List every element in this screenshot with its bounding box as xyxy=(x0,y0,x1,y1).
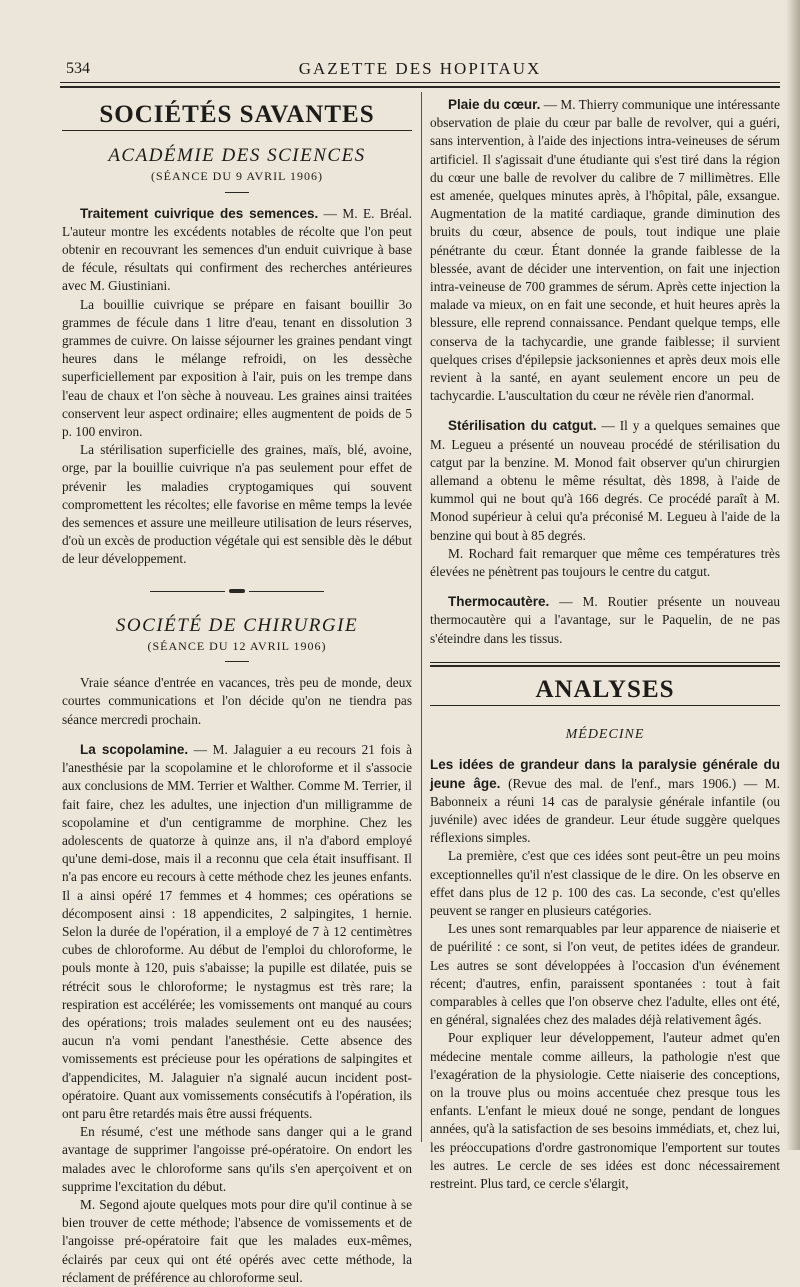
article-text: — Il y a quelques semaines que M. Legueu a présenté un nouveau procédé de stérilisation du catgut par la benzine. M. Monod fait observer qu'un chirurgien allemand a obtenu le même résultat, dès 1898, à l'aide de kummol qui ne bout qu'à 166 degrés. Ce procédé paraît à M. Monod supérieur à celui qu'a préconisé M. Legueu à l'aide de la benzine qui bout à 85 degrés. xyxy=(430,418,780,543)
article-text: — M. Routier présente un nouveau thermocautère qui a l'avantage, sur le Paquelin, de ne pas s'éteindre dans les tissus. xyxy=(430,594,780,646)
article-paragraph: Pour expliquer leur développement, l'auteur admet qu'en médecine mentale comme ailleurs, la pathologie n'est que l'exagération de la physiologie. Cette niaiserie des conceptions, on la trouve plus ou moins accentuée chez presque tous les enfants. L'enfant le mieux doué ne songe, pendant de longues années, qu'à la satisfaction de ses besoins immédiats, et, chez lui, les préoccupations d'ordre gastronomique l'emportent sur toutes les autres. Le cercle de ses idées est donc nécessairement restreint. Plus tard, ce cercle s'élargit, xyxy=(430,1030,780,1191)
article-text: — M. E. Bréal. L'auteur montre les excédents notables de récolte que l'on peut obtenir en recouvrant les semences d'un enduit cuivrique à base de fécule, résultats qui confirment des recherches antérieures avec M. Giustiniani. xyxy=(62,205,412,294)
article-paragraph: Les unes sont remarquables par leur apparence de niaiserie et de puérilité : ce sont, si l'on veut, de petites idées de grandeur. Les autres se sont développées à l'occasion d'un événement récent; d'autres, enfin, paraissent spontanées : tout à fait comparables à celles que l'on observe chez l'adulte, elles ont été, en général, signalées chez des malades déjà relativement âgés. xyxy=(430,921,780,1028)
header-rule-thick xyxy=(60,86,780,88)
left-column xyxy=(62,96,412,1287)
article-heading: Les idées de grandeur dans la paralysie générale du jeune âge. xyxy=(430,757,780,791)
article-heading: La scopolamine. xyxy=(80,741,189,757)
article-paragraph xyxy=(430,417,780,544)
article-paragraph xyxy=(430,96,780,405)
article-text: — M. Jalaguier a eu recours 21 fois à l'anesthésie par la scopolamine et le chloroforme et il s'associe aux conclusions de MM. Terrier et Walther. Comme M. Terrier, il fait faire, chez les adultes, une injection d'un milligramme de scopolamine et d'un centigramme de morphine. Chez les adolescents de quatorze à quinze ans, il n'a d'abord employé qu'une demi-dose, mais il a reconnu que cela était insuffisant. Il n'a pas encore eu recours à cette méthode chez les jeunes enfants. Il a ainsi opéré 17 femmes et 4 hommes; ces opérations se décomposent ainsi : 18 appendicites, 2 salpingites, 1 hernie. Selon la durée de l'opération, il a employé de 7 à 12 centimètres cubes de chloroforme. Au début de l'emploi du chloroforme, le pouls monte à 120, puis s'abaisse; la pupille est dilatée, puis se rétrécit sous le chloroforme; le nystagmus est très rare; la respiration est accélérée; les vomissements ont manqué au cours des opérations; trois malades seulement ont eu des nausées; aucun n'a vomi pendant l'anesthésie. Cette absence des vomissements est précieuse pour les opérations de salpingites et d'appendicites, M. Jalaguier n'a signalé aucun incident post-opératoire. Quant aux vomissements consécutifs à l'opération, ils ont paru être retardés mais être aussi fréquents. xyxy=(62,741,412,1121)
page-header xyxy=(60,58,780,80)
column-divider xyxy=(421,92,422,1142)
article-paragraph xyxy=(62,205,412,296)
article-heading: Thermocautère. xyxy=(448,594,550,610)
right-column xyxy=(430,96,780,1193)
section-title-analyses: ANALYSES xyxy=(535,675,675,703)
article-heading: Stérilisation du catgut. xyxy=(448,418,597,434)
article-paragraph: En résumé, c'est une méthode sans danger qui a le grand avantage de supprimer l'angoisse pré-opératoire. On endort les malades avec le chloroforme sans qu'ils s'en aperçoivent et on supprime l'excitation du début. xyxy=(62,1124,412,1194)
short-rule xyxy=(225,661,249,662)
article-paragraph: La bouillie cuivrique se prépare en faisant bouillir 3o grammes de fécule dans 1 litre d'eau, tenant en dissolution 3 grammes de cuivre. On laisse séjourner les graines pendant vingt heures dans le mélange refroidi, on les dessèche superficiellement par exposition à l'air, puis on les trempe dans l'eau de chaux et l'on sèche à nouveau. Les graines ainsi traitées conservent leur aspect ordinaire; elles augmentent de poids de 5 p. 100 environ. xyxy=(62,296,412,440)
article-heading: Traitement cuivrique des semences. xyxy=(80,205,319,221)
article-heading: Plaie du cœur. xyxy=(448,97,541,112)
page-number: 534 xyxy=(66,60,90,77)
article-paragraph: La stérilisation superficielle des graines, maïs, blé, avoine, orge, par la bouillie cuivrique n'a pas seulement pour effet de prévenir les maladies cryptogamiques qui souvent compromettent les récoltes; elle favorise en même temps la levée des semences et assure une meilleure utilisation de leurs réserves, d'où un excès de production végétale qui est sensible dès le début de leur développement. xyxy=(62,442,412,567)
section-rule xyxy=(62,130,412,131)
journal-title: GAZETTE DES HOPITAUX xyxy=(298,59,542,78)
header-rule xyxy=(60,82,780,83)
article-text: — M. Thierry communique une intéressante observation de plaie du cœur par balle de revolver, qui a guéri, sans intervention, à l'aide des injections intra-veineuses de sérum artificiel. Il s'agissait d'une étudiante qui s'est tiré dans la région du cœur une balle de revolver du calibre de 7 millimètres. Elle est amenée, quelques minutes après, à l'hôpital, pâle, exsangue. Augmentation de la matité cardiaque, grande diminution des bruits du cœur, absence de pouls, tout indique une plaie pénétrante du cœur. Étant donnée la grande faiblesse de la blessée, avant de décider une intervention, on fait une injection intra-veineuse de 700 grammes de sérum. Après cette injection la malade va mieux, on en fait une seconde, et huit heures après la blessure, elle reprend connaissance. Pendant quelque temps, elle conserva de la tachycardie, une grande faiblesse; il survient quelques crises d'épilepsie jacksoniennes et après deux mois elle revient à la santé, en ayant seulement encore un peu de tachycardie. L'auscultation du cœur ne révèle rien d'anormal. xyxy=(430,97,780,404)
section-rule xyxy=(430,705,780,706)
section-end-rule xyxy=(430,662,780,663)
article-paragraph: M. Segond ajoute quelques mots pour dire qu'il continue à se bien trouver de cette méthode; l'absence de vomissements et de l'angoisse pré-opératoire fait que les malades eux-mêmes, éclairés par ceux qui ont été opérés avec cette méthode, la réclament de préférence au chloroforme seul. xyxy=(62,1196,412,1285)
article-text: (Revue des mal. de l'enf., mars 1906.) — M. Babonneix a réuni 14 cas de paralysie générale infantile (ou juvénile) avec idées de grandeur. Leur étude suggère quelques réflexions simples. xyxy=(430,775,780,846)
intro-paragraph: Vraie séance d'entrée en vacances, très peu de monde, deux courtes communications et l'on décide qu'on ne tiendra pas séance mercredi prochain. xyxy=(62,675,412,727)
article-paragraph xyxy=(430,593,780,648)
article-paragraph xyxy=(62,741,412,1123)
chirurgie-seance: (SÉANCE DU 12 AVRIL 1906) xyxy=(147,639,327,654)
chirurgie-title: SOCIÉTÉ DE CHIRURGIE xyxy=(115,614,359,636)
section-title-societes: SOCIÉTÉS SAVANTES xyxy=(99,101,375,128)
academie-seance: (SÉANCE DU 9 AVRIL 1906) xyxy=(150,169,323,184)
section-end-rule-thick xyxy=(430,665,780,667)
ornament-divider xyxy=(62,583,412,601)
article-paragraph: M. Rochard fait remarquer que même ces températures très élevées ne pénètrent pas toujours le centre du catgut. xyxy=(430,545,780,580)
page-edge-shadow xyxy=(786,0,800,1150)
academie-title: ACADÉMIE DES SCIENCES xyxy=(108,145,366,167)
article-paragraph: La première, c'est que ces idées sont peut-être un peu moins exceptionnelles qu'il n'est classique de le dire. On les observe en effet dans plus de 12 p. 100 des cas. La seconde, c'est qu'elles peuvent se ranger en plusieurs catégories. xyxy=(430,848,780,918)
medecine-title: MÉDECINE xyxy=(565,727,645,743)
article-paragraph xyxy=(430,756,780,847)
short-rule xyxy=(225,192,249,193)
